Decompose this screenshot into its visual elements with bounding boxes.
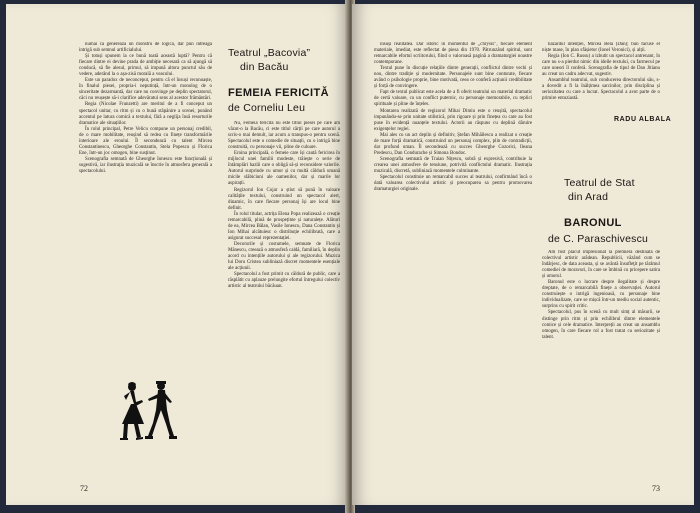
left-page	[6, 4, 348, 505]
dancing-couple-icon	[112, 380, 182, 442]
paragraph: Regia (Ion C. Russu) a izbutit un spectacol antrenant, în care nu s-a pierdut nimic din ideile textului, cu farmecul pe care uneori îl conferă. Scenografia de tipul de Dan Jitianu au creat un cadru adecvat, sugestiv.	[542, 54, 660, 78]
left-play-author: de Corneliu Leu	[228, 102, 306, 114]
paragraph: numai că generează un monstru de logică, dar pun întreaga intrigă sub semnul artificialului.	[79, 42, 212, 54]
paragraph: În rolul titular, actrița Elena Popa realizează o creație remarcabilă, plină de prospețime și naturalețe. Alături de ea, Mircea Bălan, Vasile Ionescu, Dana Constantin și Ion Mihai alcătuiesc o distribuție echilibrată, care a asigurat succesul reprezentației.	[228, 211, 340, 241]
paragraph: Mai ales cu un act deplin și definitiv, Ștefan Mihăilescu a realizat o creație de mare forță dramatică, construind un personaj complex, plin de contradicții, dar profund uman. Îl secondează cu succes Gheorghe Cozorici, Ileana Predescu, Dan Condurache și Simona Bondoc.	[374, 132, 532, 156]
left-heading-theatre: Teatrul „Bacovia” din Bacău	[228, 47, 311, 73]
paragraph: Este un paradox de neconceput, pentru că el însuși recunoaște, în finalul piesei, propria-i neputință, într-un monolog de o sinceritate dezarmantă, dar care nu convinge pe deplin spectatorul, căci nu reușește să-i clarifice adevăratul sens al acestor frământări.	[79, 78, 212, 102]
left-play-title: FEMEIA FERICITĂ	[228, 87, 329, 99]
paragraph: Montarea realizată de regizorul Mihai Dimiu este o reușită, spectacolul impunându-se prin unitate stilistică, prin rigoare și prin finețea cu care au fost puse în evidență nuanțele textului. Actorii au răspuns cu deplină dăruire exigențelor regiei.	[374, 108, 532, 132]
paragraph: Nu, Femeia fericită nu este titlul piesei pe care am văzut-o la Bacău, ci este titlul cărții pe care autorul a scris-o mai demult, iar acum a transpus-o pentru scenă. Spectacolul este o comedie de situații, cu o intrigă bine construită, cu personaje vii, pline de culoare.	[228, 121, 340, 151]
right-col2-bottom	[542, 250, 660, 490]
paragraph: Fapt de textul publicat este acela de a fi oferit teatrului un material dramatic de certă valoare, cu un conflict puternic, cu personaje memorabile, cu replici spirituale și pline de înțeles.	[374, 90, 532, 108]
paragraph: Regizorul Ion Cojar a știut să pună în valoare calitățile textului, construind un spectacol alert, dinamic, în care fiecare personaj își are locul bine definit.	[228, 187, 340, 211]
right-page	[352, 4, 694, 505]
paragraph: Spectacolul a fost primit cu căldură de public, care a răsplătit cu aplauze prelungite efortul întregului colectiv artistic al teatrului băcăuan.	[228, 272, 340, 290]
left-page-number: 72	[80, 484, 88, 493]
paragraph: În rolul principal, Petre Velicu compune un personaj credibil, de o mare mobilitate, reușind să redea cu finețe transformările interioare ale eroului. Îl secondează cu talent Mircea Constantinescu, Gheorghe Constantin, Stela Popescu și Florica Ene, într-un joc omogen, bine susținut.	[79, 126, 212, 156]
right-play-author: de C. Paraschivescu	[548, 233, 649, 245]
paragraph: Și totuși spunem la ce bună toată această luptă? Pentru că fiecare dintre ei devine prada de ambiție necesară ca să ajungă să conducă, să fie alesul, primul, să impună altora punctul său de vedere, aderând la o așa-zisă morală a veacului.	[79, 54, 212, 78]
paragraph: Am fost plăcut impresionat la premiera destinată de colectivul artistic arădean. Republicii, văzând cum se îndârjesc, de data aceasta, și se avântă însufleţit pe tărâmul comediei de moravuri, în care se îmbină cu pricepere satira și umorul.	[542, 250, 660, 280]
article-signature: RADU ALBALA	[614, 116, 672, 123]
paragraph: Spectacolul, pus în scenă cu mult simț al măsurii, se distinge prin ritm și prin echilibrul dintre elementele comice și cele dramatice. Interpreții au creat un ansamblu omogen, în care fiecare rol a fost tratat cu seriozitate și talent.	[542, 310, 660, 340]
paragraph: Decorurile și costumele, semnate de Florica Mănescu, creează o atmosferă caldă, familiară, în deplin acord cu intențiile autorului și ale regizorului. Muzica lui Doru Cristea subliniază discret momentele esențiale ale acțiunii.	[228, 241, 340, 272]
right-col1	[374, 42, 532, 494]
right-heading-theatre: Teatrul de Stat din Arad	[564, 177, 635, 203]
left-col2	[228, 121, 340, 493]
paragraph: Eroina principală, o femeie care își caută fericirea în mijlocul unei familii modeste, trăiește o serie de întâmplări hazlii care o obligă să-și reconsidere valorile. Autorul surprinde cu umor și cu multă căldură umană micile slăbiciuni ale oamenilor, dar și marile lor aspirații.	[228, 151, 340, 187]
paragraph: Scenografia semnată de Gheorghe Ionescu este funcțională și sugestivă, iar ilustrația muzicală se înscrie în atmosfera generală a spectacolului.	[79, 156, 212, 174]
right-page-number: 73	[652, 484, 660, 493]
paragraph: Regia (Nicolae Frunzetti) are meritul de a fi conceput un spectacol unitar, cu ritm și cu o bună stăpânire a scenei, punând accentul pe latura comică a textului, fără a neglija însă resorturile dramatice ale situațiilor.	[79, 102, 212, 126]
paragraph: hazardul intenției, Mircea Bela (Dan); bun făcuse el niște mase, în plan sfâșietor (Ionel Veronici), și alții.	[542, 42, 660, 54]
paragraph: Baronul este o lucrare despre ilegalitate și despre dreptate, de o remarcabilă finețe a observației. Autorul construiește o intrigă ingenioasă, cu personaje bine individualizate, care se mișcă într-un mediu social autentic, surprins cu spirit critic.	[542, 280, 660, 310]
paragraph: Textul pune în discuție relațiile dintre generații, conflictul dintre vechi și nou, dintre tradiție și modernitate. Personajele sunt bine conturate, fiecare având o psihologie proprie, bine motivată, ceea ce conferă acțiunii credibilitate și forță de convingere.	[374, 66, 532, 90]
paragraph: Spectacolul constituie un remarcabil succes al teatrului, confirmând încă o dată valoarea colectivului artistic și preocuparea sa pentru promovarea dramaturgiei originale.	[374, 175, 532, 193]
paragraph: Ansamblul teatrului, sub conducerea directorului său, s-a dovedit a fi la înălțimea sarcinilor, prin disciplina și seriozitatea cu care a lucrat. Spectacolul a avut parte de o primire entuziastă.	[542, 78, 660, 102]
right-play-title: BARONUL	[564, 217, 622, 229]
paragraph: Scenografia semnată de Traian Nițescu, sobră și expresivă, contribuie la crearea unei atmosfere de tensiune, potrivită conflictului dramatic. Ilustrația muzicală, discretă, subliniază momentele culminante.	[374, 156, 532, 174]
right-col2-top	[542, 42, 660, 108]
paragraph: însuși realitatea. Dar istoric în momentul de „chrysis”, fiecare element materiale, imediat, este reflectat de piesa din 1970. Pătrunzând spiritul, sunt remarcabile efortul scriitorului, fiind o valoroasă pagină a dramaturgiei noastre contemporane.	[374, 42, 532, 66]
